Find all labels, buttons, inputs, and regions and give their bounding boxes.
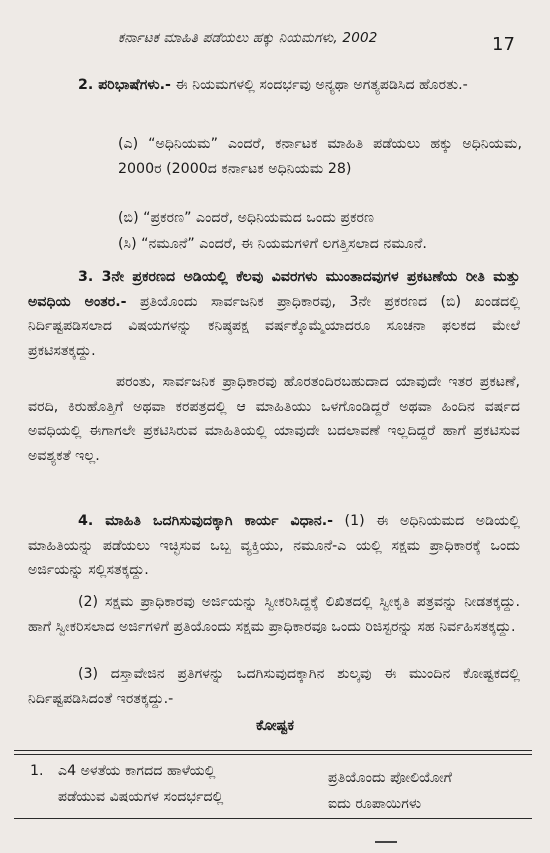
section-4-subsection-1: (1) ಈ ಅಧಿನಿಯಮದ ಅಡಿಯಲ್ಲಿ ಮಾಹಿತಿಯನ್ನು ಪಡೆಯಲು ಇಚ್ಛಿಸುವ ಒಬ್ಬ ವ್ಯಕ್ತಿಯು, ನಮೂನೆ-ಎ ಯಲ್ಲಿ ಸಕ್ಷಮ ಪ್ರಾಧಿಕಾರಕ್ಕೆ ಒಂದು ಅರ್ಜಿಯನ್ನು ಸಲ್ಲಿಸತಕ್ಕದ್ದು. <box>28 513 520 579</box>
section-3-paragraph <box>28 265 520 363</box>
section-2-paragraph <box>28 73 520 98</box>
definition-clause-c: (ಸಿ) “ನಮೂನೆ” ಎಂದರೆ, ಈ ನಿಯಮಗಳಿಗೆ ಲಗತ್ತಿಸಲಾದ ನಮೂನೆ. <box>118 236 427 252</box>
section-3-text: ಪ್ರತಿಯೊಂದು ಸಾರ್ವಜನಿಕ ಪ್ರಾಧಿಕಾರವು, 3ನೇ ಪ್ರಕರಣದ (ಬಿ) ಖಂಡದಲ್ಲಿ ನಿರ್ದಿಷ್ಟಪಡಿಸಲಾದ ವಿಷಯಗಳನ್ನು ಕನಿಷ್ಠಪಕ್ಷ ವರ್ಷಕ್ಕೊಮ್ಮೆಯಾದರೂ ಸೂಚನಾ ಫಲಕದ ಮೇಲೆ ಪ್ರಕಟಿಸತಕ್ಕದ್ದು. <box>28 293 521 359</box>
section-4-heading: 4. ಮಾಹಿತಿ ಒದಗಿಸುವುದಕ್ಕಾಗಿ ಕಾರ್ಯ ವಿಧಾನ.- <box>78 513 334 529</box>
section-4-paragraph <box>28 509 520 583</box>
definition-clause-a: (ಎ) “ಅಧಿನಿಯಮ” ಎಂದರೆ, ಕರ್ನಾಟಕ ಮಾಹಿತಿ ಪಡೆಯಲು ಹಕ್ಕು ಅಧಿನಿಯಮ, 2000ರ (2000ದ ಕರ್ನಾಟಕ ಅಧಿನಿಯಮ 28) <box>118 136 522 177</box>
section-2-heading: 2. ಪರಿಭಾಷೆಗಳು.- <box>78 77 171 93</box>
section-3-heading: 3. 3ನೇ ಪ್ರಕರಣದ ಅಡಿಯಲ್ಲಿ ಕೆಲವು ವಿವರಗಳು ಮುಂತಾದವುಗಳ ಪ್ರಕಟಣೆಯ ರೀತಿ ಮತ್ತು ಅವಧಿಯ ಅಂತರ.- <box>28 269 520 310</box>
table-top-rule <box>14 750 532 751</box>
table-cell-item-line2: ಪಡೆಯುವ ವಿಷಯಗಳ ಸಂದರ್ಭದಲ್ಲಿ <box>58 789 224 805</box>
page-number: 17 <box>492 34 515 55</box>
page-footer-mark <box>375 841 397 843</box>
table-bottom-rule <box>14 818 532 819</box>
section-4-subsection-2: (2) ಸಕ್ಷಮ ಪ್ರಾಧಿಕಾರವು ಅರ್ಜಿಯನ್ನು ಸ್ವೀಕರಿಸಿದ್ದಕ್ಕೆ ಲಿಖಿತದಲ್ಲಿ ಸ್ವೀಕೃತಿ ಪತ್ರವನ್ನು ನೀಡತಕ್ಕದ್ದು. ಹಾಗೆ ಸ್ವೀಕರಿಸಲಾದ ಅರ್ಜಿಗಳಿಗೆ ಪ್ರತಿಯೊಂದು ಸಕ್ಷಮ ಪ್ರಾಧಿಕಾರವೂ ಒಂದು ರಿಜಿಸ್ಟರನ್ನು ಸಹ ನಿರ್ವಹಿಸತಕ್ಕದ್ದು. <box>28 594 520 635</box>
section-2-text: ಈ ನಿಯಮಗಳಲ್ಲಿ ಸಂದರ್ಭವು ಅನ್ಯಥಾ ಅಗತ್ಯಪಡಿಸಿದ ಹೊರತು.- <box>175 77 468 93</box>
table-top-rule-double <box>14 754 532 755</box>
running-header-title: ಕರ್ನಾಟಕ ಮಾಹಿತಿ ಪಡೆಯಲು ಹಕ್ಕು ನಿಯಮಗಳು, 2002 <box>118 30 378 46</box>
table-title: ಕೋಷ್ಟಕ <box>256 718 294 734</box>
section-3-proviso: ಪರಂತು, ಸಾರ್ವಜನಿಕ ಪ್ರಾಧಿಕಾರವು ಹೊರತಂದಿರಬಹುದಾದ ಯಾವುದೇ ಇತರ ಪ್ರಕಟಣೆ, ವರದಿ, ಕಿರುಹೊತ್ತಿಗೆ ಅಥವಾ ಕರಪತ್ರದಲ್ಲಿ ಆ ಮಾಹಿತಿಯು ಒಳಗೊಂಡಿದ್ದರೆ ಅಥವಾ ಹಿಂದಿನ ವರ್ಷದ ಅವಧಿಯಲ್ಲಿ ಈಗಾಗಲೇ ಪ್ರಕಟಿಸಿರುವ ಮಾಹಿತಿಯಲ್ಲಿ ಯಾವುದೇ ಬದಲಾವಣೆ ಇಲ್ಲದಿದ್ದರೆ ಹಾಗೆ ಪ್ರಕಟಿಸುವ ಅವಶ್ಯಕತೆ ಇಲ್ಲ. <box>28 374 520 464</box>
table-cell-item-line1: ಎ4 ಅಳತೆಯ ಕಾಗದದ ಹಾಳೆಯಲ್ಲಿ <box>58 763 216 779</box>
table-cell-fee-line2: ಐದು ರೂಪಾಯಿಗಳು <box>328 796 422 812</box>
table-cell-serial: 1. <box>30 763 44 779</box>
table-cell-fee-line1: ಪ್ರತಿಯೊಂದು ಪೋಲಿಯೋಗೆ <box>328 770 452 786</box>
section-4-subsection-3: (3) ದಸ್ತಾವೇಜಿನ ಪ್ರತಿಗಳನ್ನು ಒದಗಿಸುವುದಕ್ಕಾಗಿನ ಶುಲ್ಕವು ಈ ಮುಂದಿನ ಕೋಷ್ಟಕದಲ್ಲಿ ನಿರ್ದಿಷ್ಟಪಡಿಸಿದಂತೆ ಇರತಕ್ಕದ್ದು.- <box>28 666 520 707</box>
definition-clause-b: (ಬಿ) “ಪ್ರಕರಣ” ಎಂದರೆ, ಅಧಿನಿಯಮದ ಒಂದು ಪ್ರಕರಣ <box>118 210 375 226</box>
